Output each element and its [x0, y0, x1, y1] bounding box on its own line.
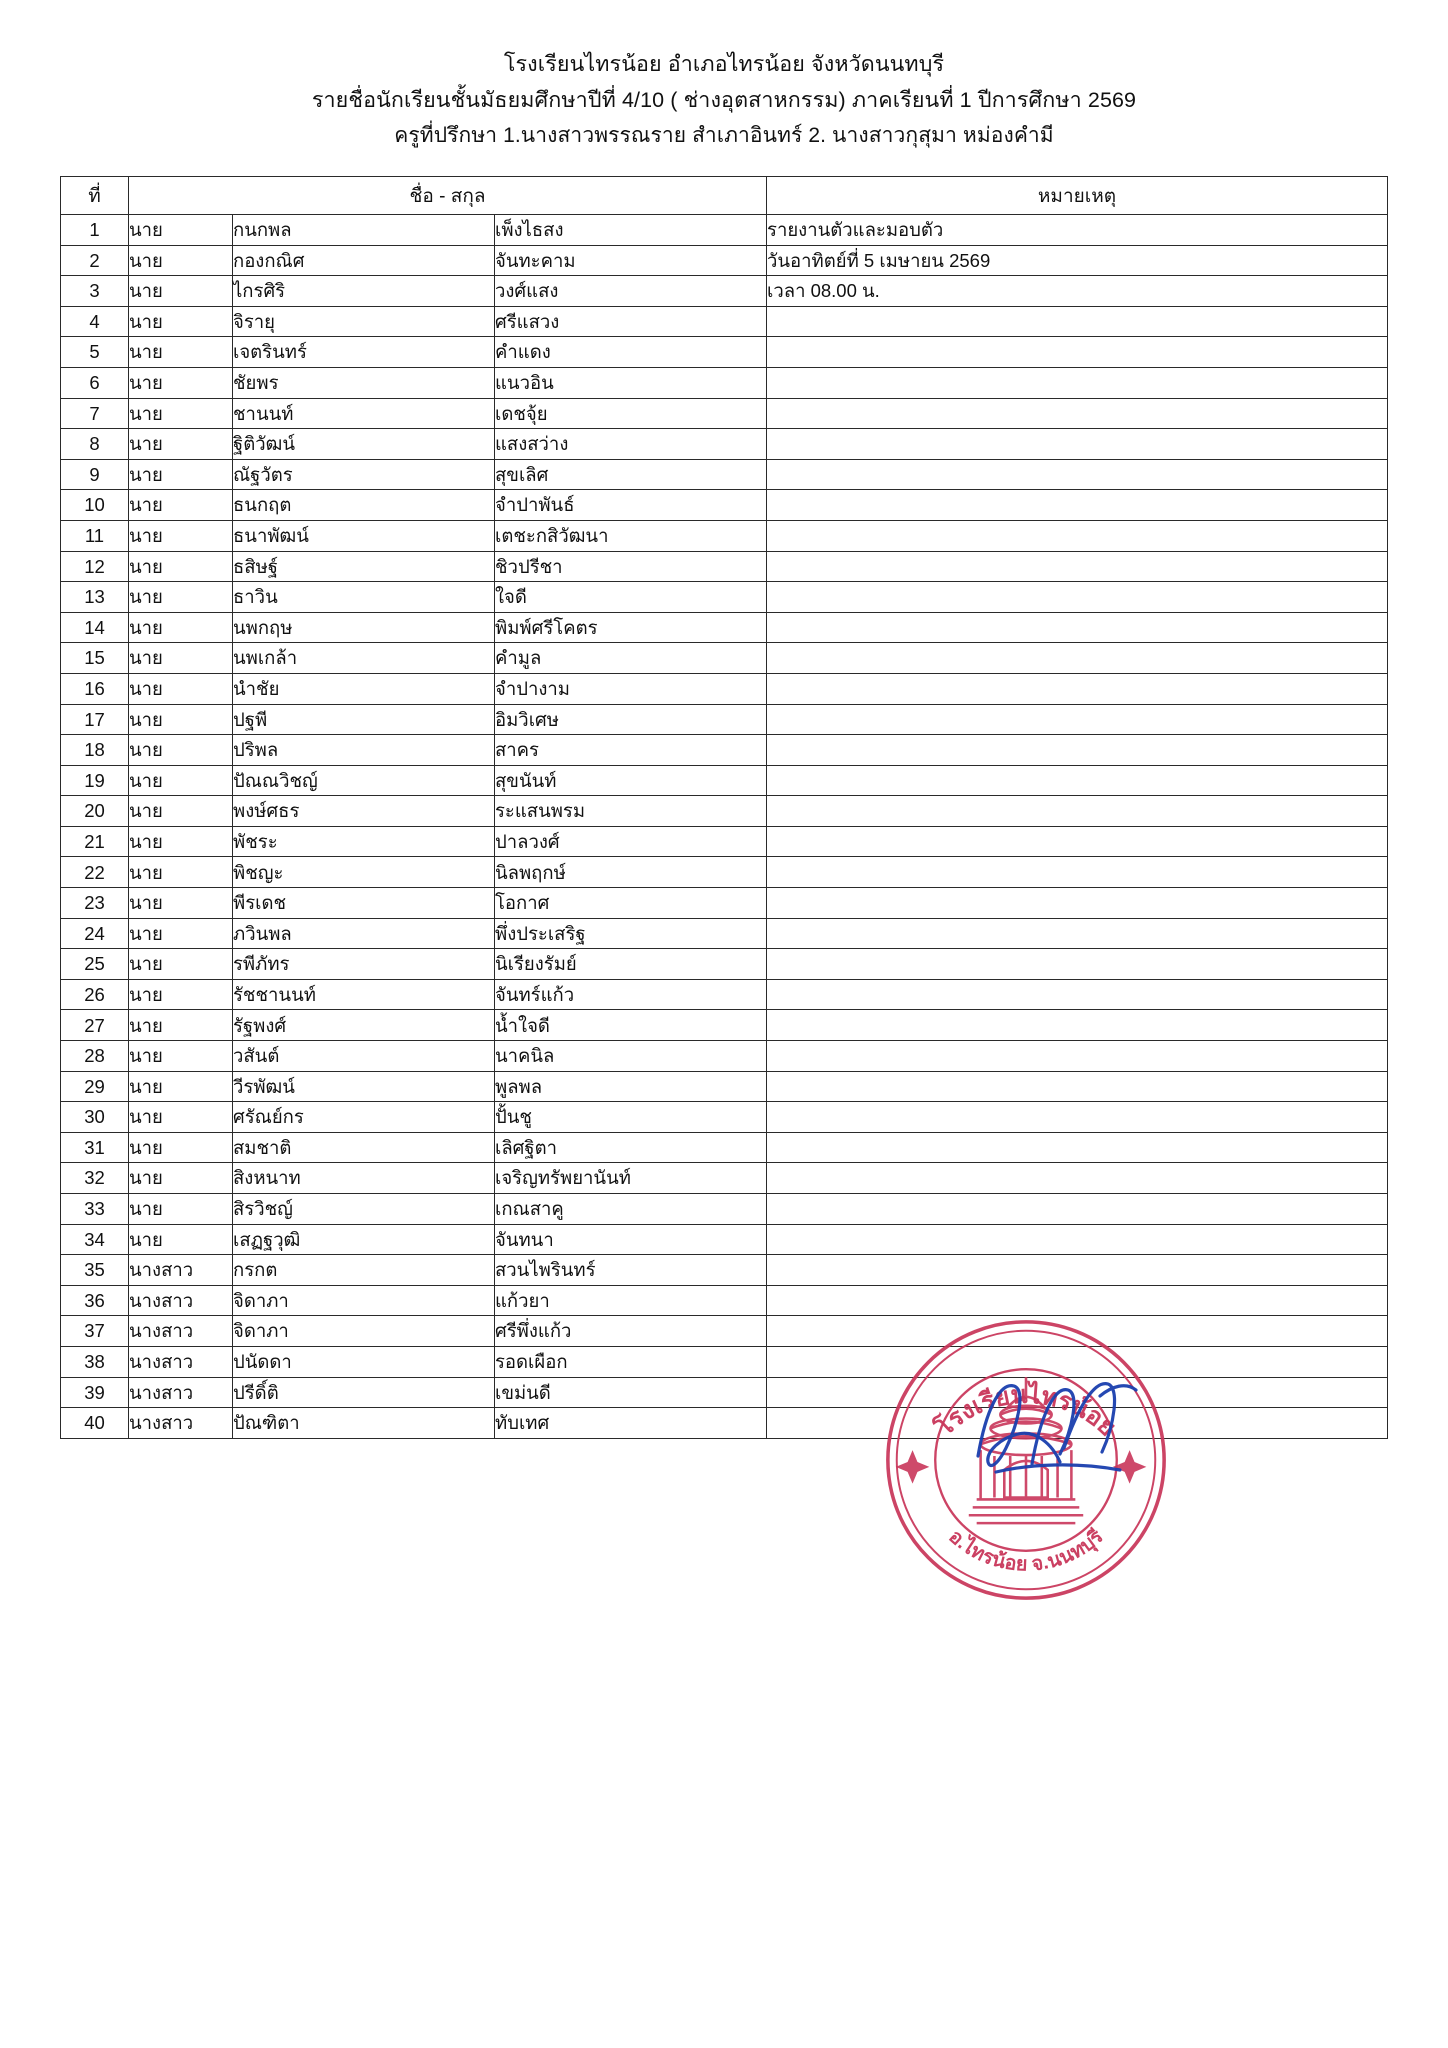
cell-lastname: จันทะคาม [495, 245, 767, 276]
cell-firstname: ปรีดิ์ติ [233, 1377, 495, 1408]
cell-lastname: วงศ์แสง [495, 276, 767, 307]
cell-firstname: ปริพล [233, 735, 495, 766]
table-row [61, 1285, 1388, 1316]
cell-lastname: สุขเลิศ [495, 459, 767, 490]
cell-lastname: ศรีพึ่งแก้ว [495, 1316, 767, 1347]
cell-number: 10 [61, 490, 129, 521]
cell-prefix: นาย [129, 1102, 233, 1133]
cell-prefix: นาย [129, 857, 233, 888]
cell-note [767, 1071, 1388, 1102]
cell-lastname: ใจดี [495, 582, 767, 613]
cell-note [767, 551, 1388, 582]
cell-note [767, 796, 1388, 827]
cell-prefix: นาย [129, 459, 233, 490]
table-row [61, 245, 1388, 276]
table-row [61, 1194, 1388, 1225]
cell-firstname: จิรายุ [233, 306, 495, 337]
cell-lastname: ศรีแสวง [495, 306, 767, 337]
cell-prefix: นาย [129, 735, 233, 766]
cell-firstname: เสฏฐวุฒิ [233, 1224, 495, 1255]
cell-prefix: นาย [129, 1194, 233, 1225]
cell-note [767, 735, 1388, 766]
table-row [61, 949, 1388, 980]
cell-lastname: นิเรียงรัมย์ [495, 949, 767, 980]
table-row [61, 1377, 1388, 1408]
table-row [61, 1316, 1388, 1347]
cell-number: 6 [61, 367, 129, 398]
cell-note [767, 918, 1388, 949]
cell-lastname: นาคนิล [495, 1041, 767, 1072]
cell-prefix: นาย [129, 398, 233, 429]
cell-prefix: นาย [129, 1041, 233, 1072]
cell-prefix: นาย [129, 612, 233, 643]
cell-firstname: พงษ์ศธร [233, 796, 495, 827]
cell-number: 15 [61, 643, 129, 674]
stamp-bottom-text: อ.ไทรน้อย จ.นนทบุรี [944, 1525, 1108, 1576]
cell-lastname: นิลพฤกษ์ [495, 857, 767, 888]
cell-number: 2 [61, 245, 129, 276]
table-row [61, 551, 1388, 582]
cell-note [767, 949, 1388, 980]
cell-note [767, 1010, 1388, 1041]
table-row [61, 826, 1388, 857]
cell-lastname: ระแสนพรม [495, 796, 767, 827]
cell-lastname: คำมูล [495, 643, 767, 674]
cell-number: 18 [61, 735, 129, 766]
cell-number: 39 [61, 1377, 129, 1408]
cell-note [767, 673, 1388, 704]
cell-note [767, 429, 1388, 460]
cell-lastname: พิมพ์ศรีโคตร [495, 612, 767, 643]
cell-lastname: เพ็งไธสง [495, 215, 767, 246]
cell-prefix: นาย [129, 796, 233, 827]
cell-firstname: ณัฐวัตร [233, 459, 495, 490]
cell-number: 30 [61, 1102, 129, 1133]
cell-prefix: นาย [129, 306, 233, 337]
cell-prefix: นาย [129, 949, 233, 980]
cell-firstname: กนกพล [233, 215, 495, 246]
cell-lastname: เขม่นดี [495, 1377, 767, 1408]
cell-number: 38 [61, 1346, 129, 1377]
roster-table-container [60, 176, 1388, 1439]
cell-lastname: ปั้นชู [495, 1102, 767, 1133]
cell-prefix: นาย [129, 215, 233, 246]
cell-firstname: จิดาภา [233, 1316, 495, 1347]
cell-note [767, 1377, 1388, 1408]
cell-number: 1 [61, 215, 129, 246]
cell-lastname: แสงสว่าง [495, 429, 767, 460]
stamp-top-text: โรงเรียนไทรน้อย [931, 1381, 1121, 1442]
svg-text:อ.ไทรน้อย จ.นนทบุรี [944, 1525, 1107, 1576]
cell-note [767, 704, 1388, 735]
cell-number: 28 [61, 1041, 129, 1072]
cell-firstname: รพีภัทร [233, 949, 495, 980]
table-row [61, 1102, 1388, 1133]
cell-number: 35 [61, 1255, 129, 1286]
cell-lastname: โอกาศ [495, 888, 767, 919]
column-header-fullname: ชื่อ - สกุล [129, 177, 767, 215]
column-header-number: ที่ [61, 177, 129, 215]
cell-lastname: ทับเทศ [495, 1408, 767, 1439]
cell-lastname: เลิศฐิตา [495, 1132, 767, 1163]
cell-prefix: นาย [129, 429, 233, 460]
cell-prefix: นาย [129, 1071, 233, 1102]
cell-number: 7 [61, 398, 129, 429]
cell-number: 14 [61, 612, 129, 643]
cell-firstname: วสันต์ [233, 1041, 495, 1072]
cell-firstname: ศรัณย์กร [233, 1102, 495, 1133]
table-row [61, 888, 1388, 919]
cell-number: 27 [61, 1010, 129, 1041]
table-row [61, 765, 1388, 796]
table-row [61, 1408, 1388, 1439]
cell-lastname: แนวอิน [495, 367, 767, 398]
cell-firstname: พีรเดช [233, 888, 495, 919]
cell-lastname: คำแดง [495, 337, 767, 368]
cell-number: 40 [61, 1408, 129, 1439]
cell-prefix: นาย [129, 551, 233, 582]
cell-lastname: จันทนา [495, 1224, 767, 1255]
cell-number: 20 [61, 796, 129, 827]
cell-firstname: กรกต [233, 1255, 495, 1286]
cell-firstname: ชัยพร [233, 367, 495, 398]
cell-lastname: สุขนันท์ [495, 765, 767, 796]
cell-firstname: ธนกฤต [233, 490, 495, 521]
column-header-note: หมายเหตุ [767, 177, 1388, 215]
cell-firstname: นำชัย [233, 673, 495, 704]
document-header [0, 0, 1448, 154]
cell-prefix: นาย [129, 582, 233, 613]
cell-number: 16 [61, 673, 129, 704]
cell-lastname: ชิวปรีชา [495, 551, 767, 582]
cell-prefix: นาย [129, 520, 233, 551]
cell-firstname: ภวินพล [233, 918, 495, 949]
cell-lastname: เจริญทรัพยานันท์ [495, 1163, 767, 1194]
table-row [61, 429, 1388, 460]
cell-note [767, 765, 1388, 796]
cell-prefix: นางสาว [129, 1346, 233, 1377]
cell-note [767, 643, 1388, 674]
cell-lastname: น้ำใจดี [495, 1010, 767, 1041]
cell-note [767, 520, 1388, 551]
table-row [61, 490, 1388, 521]
cell-note [767, 857, 1388, 888]
cell-note [767, 1102, 1388, 1133]
cell-lastname: จำปางาม [495, 673, 767, 704]
cell-number: 25 [61, 949, 129, 980]
cell-number: 26 [61, 979, 129, 1010]
cell-note [767, 1041, 1388, 1072]
table-row [61, 582, 1388, 613]
cell-note [767, 398, 1388, 429]
cell-number: 24 [61, 918, 129, 949]
table-row [61, 276, 1388, 307]
cell-note: เวลา 08.00 น. [767, 276, 1388, 307]
cell-note [767, 1224, 1388, 1255]
cell-note [767, 1346, 1388, 1377]
table-row [61, 612, 1388, 643]
cell-prefix: นาย [129, 643, 233, 674]
cell-prefix: นาย [129, 826, 233, 857]
cell-lastname: เกณสาคู [495, 1194, 767, 1225]
table-row [61, 918, 1388, 949]
cell-note: วันอาทิตย์ที่ 5 เมษายน 2569 [767, 245, 1388, 276]
table-row [61, 796, 1388, 827]
cell-prefix: นางสาว [129, 1285, 233, 1316]
table-row [61, 1010, 1388, 1041]
cell-prefix: นาย [129, 1010, 233, 1041]
cell-note [767, 337, 1388, 368]
cell-note [767, 582, 1388, 613]
cell-prefix: นาย [129, 1132, 233, 1163]
cell-note [767, 459, 1388, 490]
cell-note [767, 888, 1388, 919]
cell-number: 19 [61, 765, 129, 796]
table-row [61, 215, 1388, 246]
cell-lastname: เตชะกสิวัฒนา [495, 520, 767, 551]
cell-firstname: ธาวิน [233, 582, 495, 613]
cell-firstname: ชานนท์ [233, 398, 495, 429]
cell-prefix: นาย [129, 673, 233, 704]
cell-firstname: ปัณณวิชญ์ [233, 765, 495, 796]
cell-firstname: พัชระ [233, 826, 495, 857]
table-body [61, 215, 1388, 1439]
cell-note [767, 826, 1388, 857]
cell-number: 32 [61, 1163, 129, 1194]
table-row [61, 306, 1388, 337]
table-row [61, 337, 1388, 368]
cell-firstname: นพเกล้า [233, 643, 495, 674]
table-row [61, 1224, 1388, 1255]
cell-lastname: เดชจุ้ย [495, 398, 767, 429]
cell-note [767, 306, 1388, 337]
cell-number: 4 [61, 306, 129, 337]
cell-lastname: พูลพล [495, 1071, 767, 1102]
cell-firstname: นพกฤษ [233, 612, 495, 643]
cell-note [767, 367, 1388, 398]
cell-number: 31 [61, 1132, 129, 1163]
cell-lastname: จำปาพันธ์ [495, 490, 767, 521]
table-row [61, 1346, 1388, 1377]
cell-prefix: นาย [129, 337, 233, 368]
cell-firstname: ฐิติวัฒน์ [233, 429, 495, 460]
table-row [61, 1071, 1388, 1102]
cell-prefix: นาย [129, 1224, 233, 1255]
cell-number: 17 [61, 704, 129, 735]
cell-note [767, 1316, 1388, 1347]
cell-lastname: แก้วยา [495, 1285, 767, 1316]
cell-firstname: ธสิษฐ์ [233, 551, 495, 582]
cell-note [767, 490, 1388, 521]
cell-number: 21 [61, 826, 129, 857]
cell-lastname: พึ่งประเสริฐ [495, 918, 767, 949]
table-row [61, 520, 1388, 551]
cell-note [767, 1285, 1388, 1316]
cell-lastname: อิมวิเศษ [495, 704, 767, 735]
cell-prefix: นาย [129, 979, 233, 1010]
cell-number: 22 [61, 857, 129, 888]
cell-firstname: ไกรศิริ [233, 276, 495, 307]
cell-prefix: นาย [129, 765, 233, 796]
table-row [61, 735, 1388, 766]
table-row [61, 857, 1388, 888]
school-title-line: โรงเรียนไทรน้อย อำเภอไทรน้อย จังหวัดนนทบุรี [503, 52, 945, 76]
cell-firstname: สิรวิชญ์ [233, 1194, 495, 1225]
cell-firstname: จิดาภา [233, 1285, 495, 1316]
cell-prefix: นาย [129, 1163, 233, 1194]
cell-lastname: ปาลวงศ์ [495, 826, 767, 857]
cell-number: 12 [61, 551, 129, 582]
cell-number: 23 [61, 888, 129, 919]
table-row [61, 367, 1388, 398]
cell-prefix: นางสาว [129, 1316, 233, 1347]
cell-prefix: นางสาว [129, 1255, 233, 1286]
table-row [61, 459, 1388, 490]
cell-note [767, 979, 1388, 1010]
cell-number: 29 [61, 1071, 129, 1102]
class-roster-title-line: รายชื่อนักเรียนชั้นมัธยมศึกษาปีที่ 4/10 ( ช่างอุตสาหกรรม) ภาคเรียนที่ 1 ปีการศึกษา 2569 [311, 88, 1137, 112]
cell-number: 34 [61, 1224, 129, 1255]
cell-firstname: พิชญะ [233, 857, 495, 888]
cell-number: 37 [61, 1316, 129, 1347]
cell-prefix: นาย [129, 367, 233, 398]
student-roster-table [60, 176, 1388, 1439]
cell-note [767, 1132, 1388, 1163]
table-row [61, 1041, 1388, 1072]
cell-number: 3 [61, 276, 129, 307]
cell-number: 8 [61, 429, 129, 460]
table-row [61, 1255, 1388, 1286]
cell-firstname: รัชชานนท์ [233, 979, 495, 1010]
cell-prefix: นาย [129, 490, 233, 521]
cell-lastname: สวนไพรินทร์ [495, 1255, 767, 1286]
cell-number: 33 [61, 1194, 129, 1225]
cell-number: 13 [61, 582, 129, 613]
cell-prefix: นาย [129, 888, 233, 919]
cell-lastname: สาคร [495, 735, 767, 766]
table-row [61, 1163, 1388, 1194]
cell-lastname: รอดเผือก [495, 1346, 767, 1377]
cell-firstname: ปฐพี [233, 704, 495, 735]
cell-firstname: วีรพัฒน์ [233, 1071, 495, 1102]
cell-number: 36 [61, 1285, 129, 1316]
cell-firstname: กองกณิศ [233, 245, 495, 276]
table-header-row [61, 177, 1388, 215]
cell-firstname: ปนัดดา [233, 1346, 495, 1377]
cell-firstname: ปัณฑิตา [233, 1408, 495, 1439]
cell-firstname: รัฐพงศ์ [233, 1010, 495, 1041]
cell-note: รายงานตัวและมอบตัว [767, 215, 1388, 246]
table-row [61, 643, 1388, 674]
cell-prefix: นาย [129, 918, 233, 949]
table-row [61, 1132, 1388, 1163]
table-row [61, 398, 1388, 429]
cell-firstname: สิงหนาท [233, 1163, 495, 1194]
cell-prefix: นางสาว [129, 1377, 233, 1408]
cell-number: 11 [61, 520, 129, 551]
table-row [61, 673, 1388, 704]
cell-prefix: นาย [129, 276, 233, 307]
cell-note [767, 1255, 1388, 1286]
table-head [61, 177, 1388, 215]
advisor-teachers-line: ครูที่ปรึกษา 1.นางสาวพรรณราย สำเภาอินทร์ 2. นางสาวกุสุมา หม่องคำมี [394, 124, 1054, 147]
cell-note [767, 1194, 1388, 1225]
cell-firstname: เจตรินทร์ [233, 337, 495, 368]
table-row [61, 704, 1388, 735]
cell-number: 5 [61, 337, 129, 368]
cell-number: 9 [61, 459, 129, 490]
table-row [61, 979, 1388, 1010]
cell-lastname: จันทร์แก้ว [495, 979, 767, 1010]
cell-note [767, 1163, 1388, 1194]
cell-firstname: ธนาพัฒน์ [233, 520, 495, 551]
cell-firstname: สมชาติ [233, 1132, 495, 1163]
cell-prefix: นางสาว [129, 1408, 233, 1439]
cell-prefix: นาย [129, 245, 233, 276]
cell-note [767, 612, 1388, 643]
cell-prefix: นาย [129, 704, 233, 735]
cell-note [767, 1408, 1388, 1439]
